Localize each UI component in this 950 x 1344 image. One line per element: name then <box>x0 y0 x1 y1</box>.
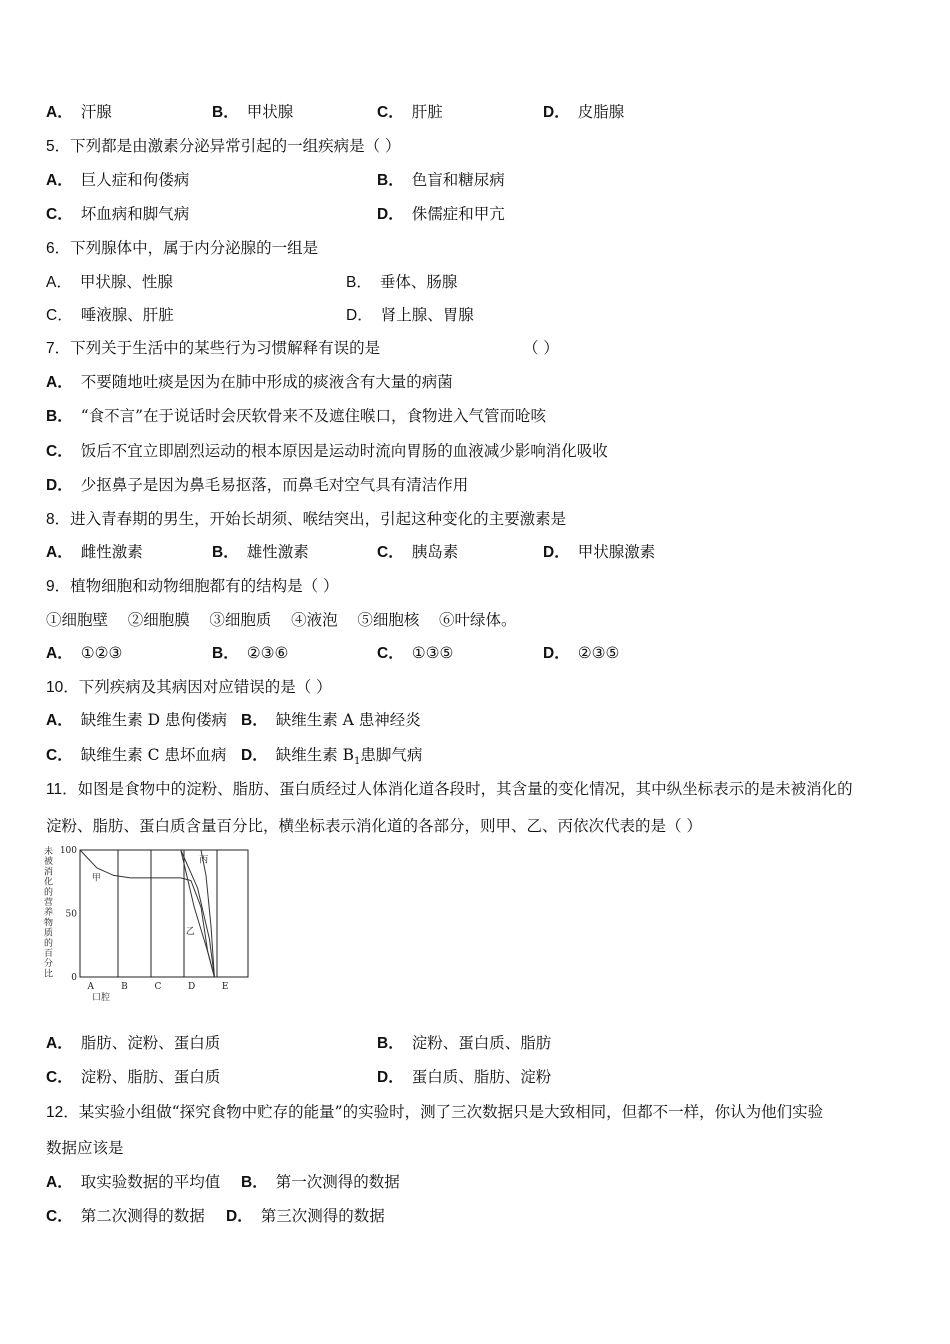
q7-option-d-text: 少抠鼻子是因为鼻毛易抠落，而鼻毛对空气具有清洁作用 <box>80 476 469 494</box>
x-tick-label: E <box>221 982 229 992</box>
y-label-char: 营 <box>44 898 54 908</box>
digestion-chart <box>40 842 255 1004</box>
series-label-甲: 甲 <box>91 873 101 884</box>
q7-option-a <box>46 372 453 393</box>
x-tick-label: C <box>154 982 162 992</box>
q9-option-b-text: ②③⑥ <box>246 644 289 662</box>
q5-stem <box>46 136 401 157</box>
q8-option-b-text: 雄性激素 <box>246 543 309 561</box>
q12-option-d <box>226 1206 385 1227</box>
plot-border <box>80 850 248 977</box>
q5-option-c-text: 坏血病和脚气病 <box>80 205 190 223</box>
q4-option-a-text: 汗腺 <box>80 103 112 121</box>
q10-option-c <box>46 745 226 766</box>
q8-option-d-label: D． <box>543 544 570 561</box>
q9-option-c-label: C． <box>377 645 404 662</box>
q9-option-d-text: ②③⑤ <box>577 644 620 662</box>
q8-option-a <box>46 542 143 563</box>
y-label-char: 百 <box>44 949 54 959</box>
series-lines <box>80 850 214 977</box>
q11-option-c-text: 淀粉、脂肪、蛋白质 <box>80 1068 221 1086</box>
q8-option-a-label: A． <box>46 544 73 561</box>
q10-option-d-suffix: 患脚气病 <box>360 746 423 764</box>
q5-option-d-label: D． <box>377 206 404 223</box>
q8-option-d <box>543 542 655 563</box>
q6-option-c-text: 唾液腺、肝脏 <box>80 306 174 324</box>
q8-option-c-text: 胰岛素 <box>411 543 459 561</box>
q7-stem-text: 下列关于生活中的某些行为习惯解释有误的是 <box>70 339 381 357</box>
q4-option-a-label: A． <box>46 104 73 121</box>
q7-number: 7． <box>46 340 71 357</box>
q9-option-c-text: ①③⑤ <box>411 644 454 662</box>
q10-option-c-text: 缺维生素 C 患坏血病 <box>80 746 227 764</box>
series-labels <box>92 855 209 937</box>
q10-number: 10． <box>46 679 79 696</box>
q5-option-b-label: B． <box>377 172 404 189</box>
x-tick-label: A <box>87 982 95 992</box>
q6-number: 6． <box>46 240 71 257</box>
q11-option-a-text: 脂肪、淀粉、蛋白质 <box>80 1034 221 1052</box>
y-label-char: 化 <box>44 877 54 888</box>
x-tick-label: D <box>187 982 196 992</box>
x-tick-label: B <box>121 982 128 992</box>
q11-option-b-label: B． <box>377 1035 404 1052</box>
q11-option-d-text: 蛋白质、脂肪、淀粉 <box>411 1068 552 1086</box>
q9-option-d <box>543 643 619 664</box>
q9-stem-text: 植物细胞和动物细胞都有的结构是（ ） <box>70 577 339 595</box>
q10-option-b <box>241 710 421 731</box>
y-label-char: 比 <box>44 969 54 980</box>
q10-option-d-label: D． <box>241 747 268 764</box>
q4-option-c-label: C． <box>377 104 404 121</box>
q9-option-a-text: ①②③ <box>80 644 123 662</box>
q6-option-c <box>46 305 174 326</box>
q8-option-c <box>377 542 458 563</box>
q12-option-a <box>46 1172 220 1193</box>
q11-option-a-label: A． <box>46 1035 73 1052</box>
q12-option-c <box>46 1206 205 1227</box>
q8-option-d-text: 甲状腺激素 <box>577 543 656 561</box>
q8-number: 8． <box>46 511 71 528</box>
q8-stem <box>46 509 566 530</box>
q6-option-c-label: C． <box>46 307 73 324</box>
q8-stem-text: 进入青春期的男生，开始长胡须、喉结突出，引起这种变化的主要激素是 <box>70 510 567 528</box>
q4-option-c-text: 肝脏 <box>411 103 443 121</box>
q6-option-d-label: D． <box>346 307 373 324</box>
q10-option-a <box>46 710 227 731</box>
q11-stem-line2: 淀粉、脂肪、蛋白质含量百分比，横坐标表示消化道的各部分，则甲、乙、丙依次代表的是（ ） <box>46 817 702 835</box>
q7-option-c-label: C． <box>46 443 73 460</box>
q12-stem-line1 <box>46 1102 823 1123</box>
q8-option-b <box>212 542 309 563</box>
q8-option-c-label: C． <box>377 544 404 561</box>
q7-option-a-text: 不要随地吐痰是因为在肺中形成的痰液含有大量的病菌 <box>80 373 453 391</box>
q6-stem-text: 下列腺体中，属于内分泌腺的一组是 <box>70 239 319 257</box>
q5-option-a-label: A． <box>46 172 73 189</box>
q7-option-a-label: A． <box>46 374 73 391</box>
q6-option-b <box>346 272 457 293</box>
q11-option-b <box>377 1033 551 1054</box>
q10-option-b-label: B． <box>241 712 268 729</box>
q11-number: 11． <box>46 781 78 798</box>
q7-option-c-text: 饭后不宜立即剧烈运动的根本原因是运动时流向胃肠的血液减少影响消化吸收 <box>80 442 608 460</box>
q6-option-d-text: 肾上腺、胃腺 <box>380 306 474 324</box>
q4-option-d <box>543 102 624 123</box>
y-label-char: 分 <box>44 959 54 970</box>
series-label-乙: 乙 <box>185 926 195 937</box>
q7-option-d-label: D． <box>46 477 73 494</box>
q5-option-d <box>377 204 505 225</box>
q12-number: 12． <box>46 1104 79 1121</box>
q6-option-a <box>46 272 173 293</box>
q7-option-c <box>46 441 608 462</box>
q7-option-b <box>46 406 546 427</box>
q5-option-c <box>46 204 189 225</box>
y-label-char: 消 <box>44 867 54 878</box>
q5-option-b-text: 色盲和糖尿病 <box>411 171 505 189</box>
q6-option-b-text: 垂体、肠腺 <box>379 273 458 291</box>
y-ticks <box>60 846 77 983</box>
q11-stem-line1 <box>46 779 853 800</box>
q12-option-a-label: A． <box>46 1174 73 1191</box>
q4-option-b-label: B． <box>212 104 239 121</box>
q4-option-d-text: 皮脂腺 <box>577 103 625 121</box>
q6-option-a-label: A． <box>46 274 72 291</box>
q12-option-c-label: C． <box>46 1208 73 1225</box>
q11-option-c <box>46 1067 220 1088</box>
q4-option-b <box>212 102 293 123</box>
q12-stem-line2: 数据应该是 <box>46 1139 124 1157</box>
q12-option-d-label: D． <box>226 1208 253 1225</box>
y-label-char: 物 <box>44 918 54 929</box>
q8-option-b-label: B． <box>212 544 239 561</box>
q9-option-a <box>46 643 122 664</box>
q5-option-a <box>46 170 189 191</box>
q11-option-d <box>377 1067 551 1088</box>
y-label-char: 质 <box>44 928 54 939</box>
q5-option-c-label: C． <box>46 206 73 223</box>
q10-stem-text: 下列疾病及其病因对应错误的是（ ） <box>78 678 332 696</box>
q11-option-a <box>46 1033 220 1054</box>
x-note-label: 口腔 <box>92 993 111 1003</box>
q7-option-d <box>46 475 468 496</box>
y-label-char: 被 <box>44 857 54 868</box>
q12-option-a-text: 取实验数据的平均值 <box>80 1173 221 1191</box>
q9-number: 9． <box>46 578 71 595</box>
q10-option-c-label: C． <box>46 747 73 764</box>
q4-option-b-text: 甲状腺 <box>246 103 294 121</box>
q11-option-c-label: C． <box>46 1069 73 1086</box>
q6-stem <box>46 238 318 259</box>
q11-option-d-label: D． <box>377 1069 404 1086</box>
q12-option-b-text: 第一次测得的数据 <box>275 1173 400 1191</box>
q7-stem <box>46 338 380 359</box>
q9-option-c <box>377 643 453 664</box>
series-line-甲 <box>80 850 214 977</box>
q9-option-b <box>212 643 288 664</box>
q10-option-a-text: 缺维生素 D 患佝偻病 <box>80 711 227 729</box>
q10-option-d <box>241 745 422 772</box>
chart-frame <box>80 850 248 977</box>
q4-option-d-label: D． <box>543 104 570 121</box>
q9-option-d-label: D． <box>543 645 570 662</box>
q10-option-a-label: A． <box>46 712 73 729</box>
q6-option-d <box>346 305 474 326</box>
q5-option-a-text: 巨人症和佝偻病 <box>80 171 190 189</box>
y-label-char: 的 <box>44 938 54 949</box>
q4-option-a <box>46 102 112 123</box>
q5-stem-text: 下列都是由激素分泌异常引起的一组疾病是（ ） <box>70 137 401 155</box>
q5-number: 5． <box>46 138 71 155</box>
y-label-char: 养 <box>44 908 54 919</box>
q12-option-d-text: 第三次测得的数据 <box>260 1207 385 1225</box>
q9-option-b-label: B． <box>212 645 239 662</box>
y-label-char: 未 <box>44 847 54 857</box>
q6-option-a-text: 甲状腺、性腺 <box>79 273 173 291</box>
series-label-丙: 丙 <box>199 855 209 866</box>
y-tick-label: 100 <box>59 846 77 856</box>
y-axis-label <box>44 845 53 979</box>
q12-stem-text-1: 某实验小组做“探究食物中贮存的能量”的实验时，测了三次数据只是大致相同，但都不一样，你认为他们实验 <box>78 1103 824 1121</box>
q5-option-d-text: 侏儒症和甲亢 <box>411 205 505 223</box>
q11-option-b-text: 淀粉、蛋白质、脂肪 <box>411 1034 552 1052</box>
q12-option-c-text: 第二次测得的数据 <box>80 1207 205 1225</box>
q11-stem-text-1: 如图是食物中的淀粉、脂肪、蛋白质经过人体消化道各段时，其含量的变化情况，其中纵坐标表示的是未被消化的 <box>77 780 853 798</box>
q9-option-a-label: A． <box>46 645 73 662</box>
y-tick-label: 0 <box>71 973 77 983</box>
q8-option-a-text: 雌性激素 <box>80 543 143 561</box>
q10-option-d-subscript: 1 <box>354 756 361 768</box>
q4-option-c <box>377 102 443 123</box>
q7-option-b-label: B． <box>46 408 73 425</box>
x-ticks <box>87 982 229 992</box>
q12-option-b <box>241 1172 400 1193</box>
y-label-char: 的 <box>44 887 54 898</box>
q7-answer-paren: （ ） <box>523 339 559 357</box>
q9-item-list: ①细胞壁 ②细胞膜 ③细胞质 ④液泡 ⑤细胞核 ⑥叶绿体。 <box>46 611 517 629</box>
q10-option-d-text: 缺维生素 B <box>275 746 355 764</box>
q7-option-b-text: “食不言”在于说话时会厌软骨来不及遮住喉口，食物进入气管而呛咳 <box>80 407 547 425</box>
y-tick-label: 50 <box>65 909 77 920</box>
q10-option-b-text: 缺维生素 A 患神经炎 <box>275 711 421 729</box>
q5-option-b <box>377 170 505 191</box>
q6-option-b-label: B． <box>346 274 372 291</box>
q10-stem <box>46 677 332 698</box>
q9-stem <box>46 576 339 597</box>
q12-option-b-label: B． <box>241 1174 268 1191</box>
